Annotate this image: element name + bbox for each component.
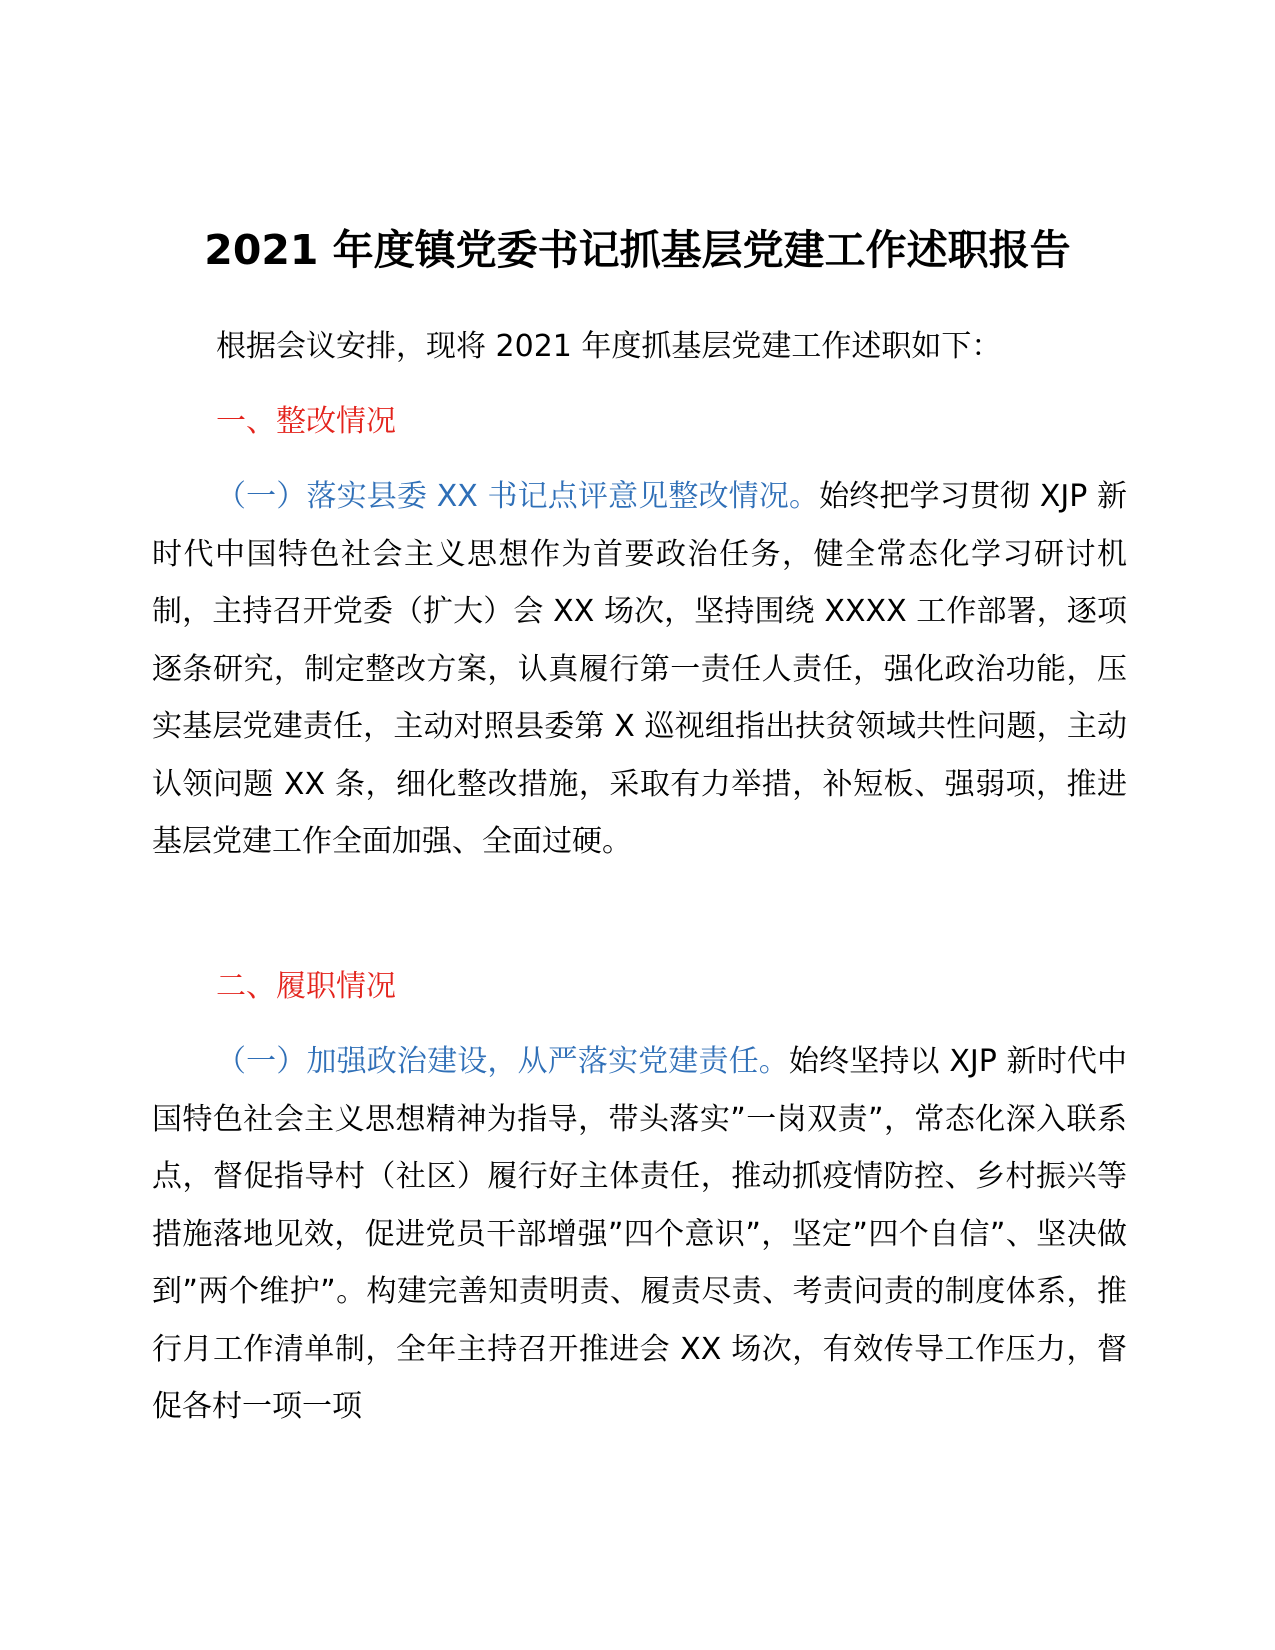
section-1-text: 始终把学习贯彻 XJP 新时代中国特色社会主义思想作为首要政治任务，健全常态化学习研讨机制，主持召开党委（扩大）会 XX 场次，坚持围绕 XXXX 工作部署，逐项逐条研究，制定整改方案，认真履行第一责任人责任，强化政治功能，压实基层党建责任，主动对照县委第 X 巡视组指出扶贫领域共性问题，主动认领问题 XX 条，细化整改措施，采取有力举措，补短板、强弱项，推进基层党建工作全面加强、全面过硬。 [152,479,1127,859]
document-title: 2021 年度镇党委书记抓基层党建工作述职报告 [204,226,1071,274]
section-heading-1: 一、整改情况 [216,404,396,439]
section-2-text: 始终坚持以 XJP 新时代中国特色社会主义思想精神为指导，带头落实”一岗双责”，常态化深入联系点，督促指导村（社区）履行好主体责任，推动抓疫情防控、乡村振兴等措施落地见效，促进党员干部增强”四个意识”，坚定”四个自信”、坚决做到”两个维护”。构建完善知责明责、履责尽责、考责问责的制度体系，推行月工作清单制，全年主持召开推进会 XX 场次，有效传导工作压力，督促各村一项一项 [152,1044,1128,1424]
section-2-paragraph [152,1033,1127,1436]
intro-paragraph: 根据会议安排，现将 2021 年度抓基层党建工作述职如下： [216,329,1002,364]
section-heading-2: 二、履职情况 [216,969,396,1004]
section-1-subheading: （一）落实县委 XX 书记点评意见整改情况。 [216,479,820,514]
section-1-paragraph [152,468,1127,871]
section-2-subheading: （一）加强政治建设，从严落实党建责任。 [216,1044,789,1079]
